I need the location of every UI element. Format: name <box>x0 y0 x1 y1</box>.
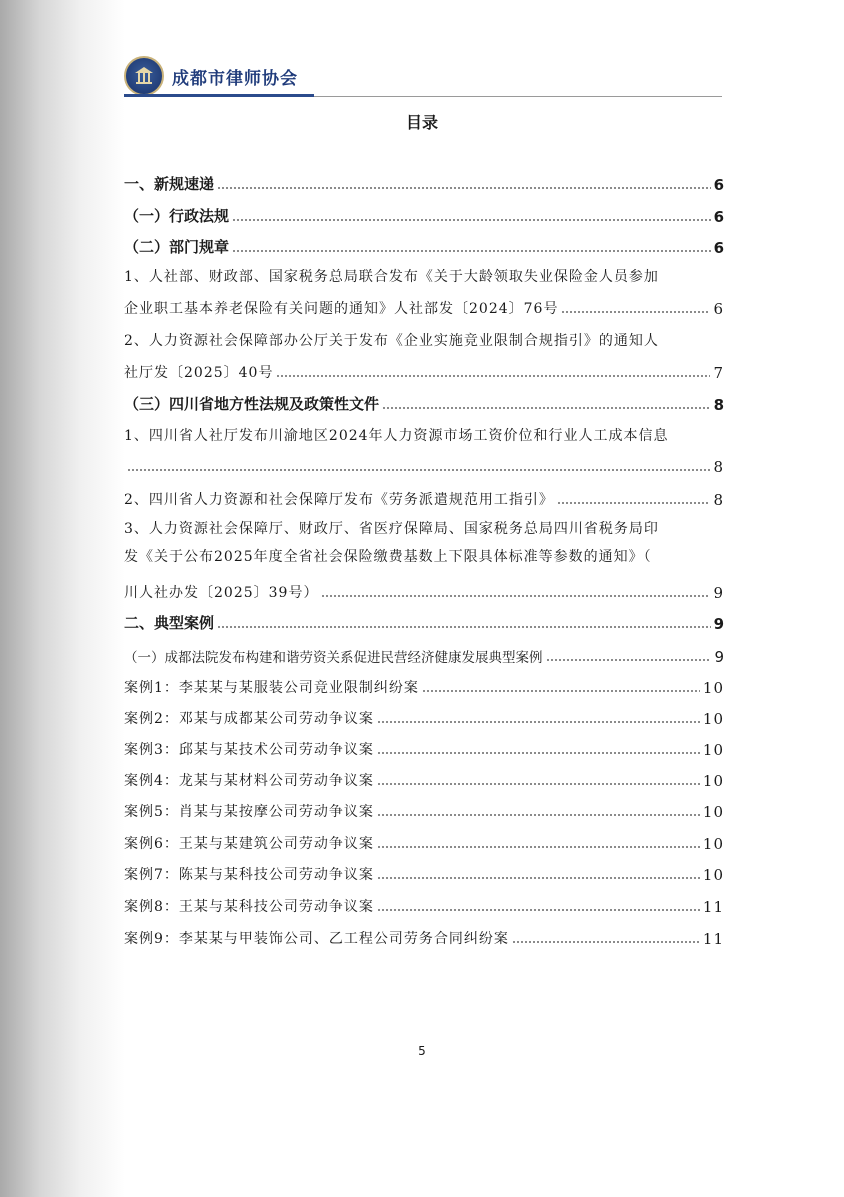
toc-entry-page: 9 <box>713 584 724 602</box>
toc-entry[interactable] <box>124 642 724 666</box>
dot-leader <box>377 814 700 816</box>
toc-entry-page: 8 <box>713 396 724 414</box>
toc-entry-label: 二、典型案例 <box>124 614 215 632</box>
toc-entry[interactable] <box>124 233 724 257</box>
toc-entry[interactable] <box>124 390 724 414</box>
toc-entry-label: （二）部门规章 <box>124 238 230 256</box>
dot-leader <box>321 595 710 597</box>
dot-leader <box>232 219 711 221</box>
toc-entry[interactable] <box>124 735 724 759</box>
dot-leader <box>377 877 700 879</box>
toc-entry[interactable] <box>124 202 724 226</box>
toc-entry-page: 10 <box>702 772 724 790</box>
toc-entry-page: 6 <box>713 208 724 226</box>
dot-leader <box>382 407 711 409</box>
toc-entry-label: （一）成都法院发布构建和谐劳资关系促进民营经济健康发展典型案例 <box>124 650 543 666</box>
toc-entry-label: 案例2：邓某与成都某公司劳动争议案 <box>124 711 374 727</box>
toc-entry-page: 6 <box>713 176 724 194</box>
toc-entry-first-line[interactable]: 1、四川省人社厅发布川渝地区2024年人力资源市场工资价位和行业人工成本信息 <box>124 428 669 444</box>
toc-entry-label: 一、新规速递 <box>124 175 215 193</box>
toc-entry[interactable] <box>124 294 724 318</box>
header-rule-accent <box>124 94 314 97</box>
dot-leader <box>377 721 700 723</box>
dot-leader <box>512 941 700 943</box>
association-logo-icon <box>124 56 164 96</box>
document-header <box>124 56 724 100</box>
toc-entry[interactable] <box>124 485 724 509</box>
toc-entry-page: 7 <box>713 364 724 382</box>
toc-title: 目录 <box>405 113 438 132</box>
dot-leader <box>546 659 712 661</box>
dot-leader <box>232 250 711 252</box>
toc-entry-page: 6 <box>713 239 724 257</box>
toc-entry-label: （一）行政法规 <box>124 207 230 225</box>
toc-entry[interactable] <box>124 766 724 790</box>
toc-entry-first-line[interactable]: 3、人力资源社会保障厅、财政厅、省医疗保障局、国家税务总局四川省税务局印 <box>124 521 659 537</box>
org-name: 成都市律师协会 <box>172 69 298 89</box>
toc-entry[interactable] <box>124 170 724 194</box>
toc-entry-page: 10 <box>702 835 724 853</box>
dot-leader <box>557 502 711 504</box>
toc-entry-label: 案例8：王某与某科技公司劳动争议案 <box>124 899 374 915</box>
toc-entry[interactable] <box>124 609 724 633</box>
toc-entry-label: 社厅发〔2025〕40号 <box>124 365 274 381</box>
toc-entry-label: 2、四川省人力资源和社会保障厅发布《劳务派遣规范用工指引》 <box>124 492 554 508</box>
toc-entry-page: 8 <box>713 458 724 476</box>
header-rule <box>314 96 722 97</box>
dot-leader <box>377 752 700 754</box>
toc-entry-label: （三）四川省地方性法规及政策性文件 <box>124 395 380 413</box>
toc-entry-page: 9 <box>713 615 724 633</box>
toc-entry-label: 川人社办发〔2025〕39号） <box>124 585 319 601</box>
toc-entry[interactable] <box>124 452 724 476</box>
toc-entry-page: 10 <box>702 866 724 884</box>
toc-entry-label: 案例1：李某某与某服装公司竞业限制纠纷案 <box>124 680 419 696</box>
toc-entry[interactable] <box>124 358 724 382</box>
dot-leader <box>127 469 710 471</box>
toc-entry[interactable] <box>124 860 724 884</box>
toc-entry-label: 案例4：龙某与某材料公司劳动争议案 <box>124 773 374 789</box>
toc-entry-page: 9 <box>714 648 724 666</box>
dot-leader <box>217 187 711 189</box>
toc-entry-second-line[interactable]: 发《关于公布2025年度全省社会保险缴费基数上下限具体标准等参数的通知》（ <box>124 549 652 565</box>
dot-leader <box>561 311 710 313</box>
dot-leader <box>276 375 710 377</box>
dot-leader <box>377 909 700 911</box>
toc-entry[interactable] <box>124 924 724 948</box>
toc-entry[interactable] <box>124 797 724 821</box>
toc-entry[interactable] <box>124 673 724 697</box>
toc-entry-page: 10 <box>702 741 724 759</box>
dot-leader <box>422 690 700 692</box>
toc-entry[interactable] <box>124 704 724 728</box>
page-number: 5 <box>418 1044 426 1058</box>
toc-entry-page: 6 <box>713 300 724 318</box>
toc-entry[interactable] <box>124 578 724 602</box>
toc-entry[interactable] <box>124 892 724 916</box>
toc-entry-page: 8 <box>713 491 724 509</box>
toc-entry-page: 10 <box>702 803 724 821</box>
toc-entry-page: 10 <box>702 679 724 697</box>
toc-entry-label: 案例3：邱某与某技术公司劳动争议案 <box>124 742 374 758</box>
dot-leader <box>377 846 700 848</box>
toc-entry[interactable] <box>124 829 724 853</box>
toc-entry-label: 案例5：肖某与某按摩公司劳动争议案 <box>124 804 374 820</box>
toc-entry-page: 11 <box>702 898 724 916</box>
toc-entry-label: 案例7：陈某与某科技公司劳动争议案 <box>124 867 374 883</box>
toc-entry-label: 企业职工基本养老保险有关问题的通知》人社部发〔2024〕76号 <box>124 301 559 317</box>
dot-leader <box>377 783 700 785</box>
toc-entry-first-line[interactable]: 1、人社部、财政部、国家税务总局联合发布《关于大龄领取失业保险金人员参加 <box>124 269 659 285</box>
toc-entry-label: 案例9：李某某与甲装饰公司、乙工程公司劳务合同纠纷案 <box>124 931 509 947</box>
toc-entry-page: 11 <box>702 930 724 948</box>
dot-leader <box>217 626 711 628</box>
toc-entry-first-line[interactable]: 2、人力资源社会保障部办公厅关于发布《企业实施竞业限制合规指引》的通知人 <box>124 333 659 349</box>
toc-entry-page: 10 <box>702 710 724 728</box>
toc-entry-label: 案例6：王某与某建筑公司劳动争议案 <box>124 836 374 852</box>
